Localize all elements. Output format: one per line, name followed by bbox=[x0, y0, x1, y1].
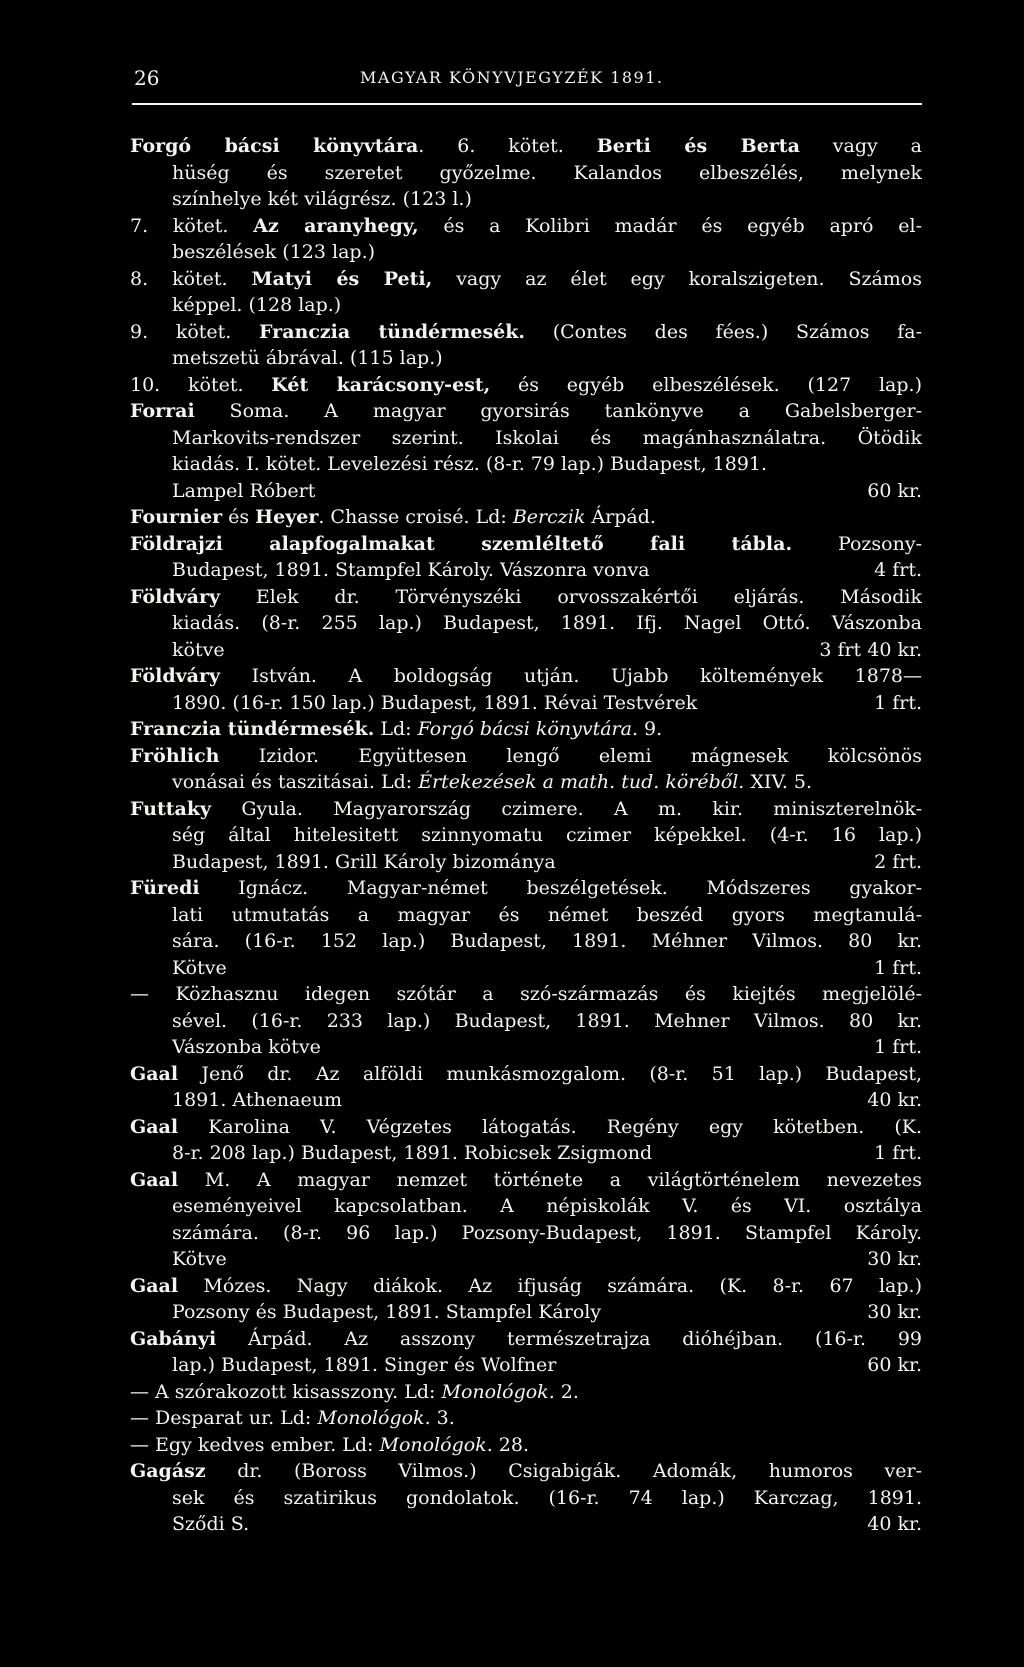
header-rule bbox=[132, 103, 922, 105]
text-run: — A szórakozott kisasszony. Ld: bbox=[130, 1380, 442, 1403]
text-line bbox=[130, 1140, 922, 1167]
text-run: — Közhasznu idegen szótár a szó-származás és kiejtés megjelölé- bbox=[130, 983, 922, 1005]
entry-heading: Fröhlich bbox=[130, 744, 220, 767]
text-run: hüség és szeretet győzelme. Kalandos elbeszélés, melynek bbox=[172, 161, 922, 184]
text-run: sek és szatirikus gondolatok. (16-r. 74 lap.) Karczag, 1891. bbox=[172, 1486, 922, 1509]
text-run: Árpád. bbox=[585, 506, 656, 528]
entry-heading: Gabányi bbox=[130, 1327, 217, 1350]
line-body bbox=[172, 1511, 249, 1538]
price: 30 kr. bbox=[867, 1248, 922, 1270]
text-line bbox=[130, 372, 922, 399]
text-run: Soma. A magyar gyorsirás tankönyve a Gabelsberger- bbox=[194, 400, 922, 422]
text-line bbox=[130, 531, 922, 558]
entry-heading: Gaal bbox=[130, 1115, 179, 1138]
price: 4 frt. bbox=[874, 559, 922, 581]
text-run: kiadás. I. kötet. Levelezési rész. (8-r. 79 lap.) Budapest, 1891. bbox=[172, 453, 768, 475]
text-run: sével. (16-r. 233 lap.) Budapest, 1891. Mehner Vilmos. 80 kr. bbox=[172, 1009, 922, 1032]
text-line bbox=[130, 743, 922, 770]
text-run: 3. bbox=[430, 1407, 455, 1429]
text-line bbox=[130, 663, 922, 690]
text-run: 7. kötet. bbox=[130, 214, 254, 237]
text-line bbox=[130, 716, 922, 743]
price: 40 kr. bbox=[867, 1513, 922, 1535]
text-run: 9. bbox=[637, 718, 663, 740]
text-run: 2. bbox=[554, 1380, 579, 1403]
text-run: (Contes des fées.) Számos fa- bbox=[525, 320, 922, 343]
text-line bbox=[130, 1246, 922, 1273]
text-line bbox=[130, 1114, 922, 1141]
text-line bbox=[130, 1034, 922, 1061]
price: 60 kr. bbox=[867, 479, 922, 502]
price: 60 kr. bbox=[867, 1354, 922, 1376]
reference-title: Berczik bbox=[512, 506, 586, 528]
text-line bbox=[130, 902, 922, 929]
line-body bbox=[172, 1034, 321, 1061]
line-body bbox=[172, 849, 556, 876]
text-line bbox=[130, 690, 922, 717]
line-body bbox=[172, 1352, 556, 1379]
line-body bbox=[172, 478, 315, 505]
text-line bbox=[130, 1379, 922, 1406]
entry-heading: Földrajzi alapfogalmakat szemléltető fali tábla. bbox=[130, 532, 793, 555]
text-run: Budapest, 1891. Grill Károly bizománya bbox=[172, 850, 556, 873]
text-line bbox=[130, 186, 922, 213]
text-run: Markovits-rendszer szerint. Iskolai és magánhasználatra. Ötödik bbox=[172, 426, 922, 449]
line-body bbox=[172, 557, 650, 584]
text-run: ség által hitelesitett szinnyomatu czimer képekkel. (4-r. 16 lap.) bbox=[172, 824, 922, 846]
entry-heading: Gaal bbox=[130, 1062, 179, 1085]
text-line bbox=[130, 451, 922, 478]
reference-title: Monológok. bbox=[441, 1380, 555, 1403]
entry-heading: Franczia tündérmesék. bbox=[259, 320, 526, 343]
text-line bbox=[130, 133, 922, 160]
text-run: M. A magyar nemzet története a világtörténelem nevezetes bbox=[178, 1168, 922, 1191]
text-run: Gyula. Magyarország czimere. A m. kir. miniszterelnök- bbox=[211, 797, 922, 820]
text-run: sára. (16-r. 152 lap.) Budapest, 1891. Méhner Vilmos. 80 kr. bbox=[172, 930, 922, 952]
entry-heading: Berti és Berta bbox=[596, 135, 800, 157]
text-line bbox=[130, 1087, 922, 1114]
entry-heading: Matyi és Peti, bbox=[251, 267, 433, 290]
text-run: 9. kötet. bbox=[130, 320, 260, 343]
text-run: képpel. (128 lap.) bbox=[172, 294, 342, 316]
text-line bbox=[130, 504, 922, 531]
text-run: számára. (8-r. 96 lap.) Pozsony-Budapest, 1891. Stampfel Károly. bbox=[172, 1221, 922, 1244]
text-line bbox=[130, 1167, 922, 1194]
page-number: 26 bbox=[134, 66, 160, 90]
catalog-text bbox=[130, 133, 922, 1538]
page-header bbox=[130, 66, 920, 94]
text-line bbox=[130, 1008, 922, 1035]
text-run: vonásai és taszitásai. Ld: bbox=[172, 771, 419, 793]
line-body bbox=[172, 637, 225, 664]
line-body bbox=[172, 955, 227, 982]
text-run: 10. kötet. bbox=[130, 373, 272, 396]
text-line bbox=[130, 637, 922, 664]
text-run: 1891. Athenaeum bbox=[172, 1089, 342, 1111]
entry-heading: Heyer bbox=[255, 506, 319, 528]
price: 1 frt. bbox=[874, 1036, 922, 1058]
entry-heading: Fournier bbox=[130, 506, 223, 528]
text-run: Kötve bbox=[172, 956, 227, 979]
entry-heading: Gaal bbox=[130, 1274, 179, 1297]
text-run: és bbox=[222, 506, 256, 528]
text-line bbox=[130, 981, 922, 1008]
text-run: 1890. (16-r. 150 lap.) Budapest, 1891. Révai Testvérek bbox=[172, 691, 698, 714]
text-run: beszélések (123 lap.) bbox=[172, 241, 376, 263]
text-line bbox=[130, 345, 922, 372]
text-line bbox=[130, 849, 922, 876]
text-line bbox=[130, 875, 922, 902]
price: 1 frt. bbox=[874, 1142, 922, 1164]
price: 1 frt. bbox=[874, 956, 922, 979]
text-line bbox=[130, 822, 922, 849]
text-run: és egyéb elbeszélések. (127 lap.) bbox=[490, 373, 922, 396]
text-line bbox=[130, 1485, 922, 1512]
text-line bbox=[130, 1193, 922, 1220]
text-line bbox=[130, 955, 922, 982]
reference-title: Monológok. bbox=[379, 1433, 493, 1456]
entry-heading: Franczia tündérmesék. bbox=[130, 718, 375, 740]
text-line bbox=[130, 769, 922, 796]
entry-heading: Forrai bbox=[130, 400, 195, 422]
text-line bbox=[130, 213, 922, 240]
text-run: — Desparat ur. Ld: bbox=[130, 1407, 318, 1429]
text-line bbox=[130, 1299, 922, 1326]
text-run: Kötve bbox=[172, 1248, 227, 1270]
text-run: Lampel Róbert bbox=[172, 479, 316, 502]
text-run: — Egy kedves ember. Ld: bbox=[130, 1433, 380, 1456]
entry-heading: Az aranyhegy, bbox=[253, 214, 419, 237]
entry-heading: Forgó bácsi könyvtára bbox=[130, 135, 419, 157]
text-line bbox=[130, 584, 922, 611]
text-run: és a Kolibri madár és egyéb apró el- bbox=[418, 214, 922, 237]
line-body bbox=[172, 1246, 227, 1273]
reference-title: Monológok. bbox=[317, 1407, 431, 1429]
text-line bbox=[130, 292, 922, 319]
entry-heading: Két karácsony-est, bbox=[271, 373, 491, 396]
line-body bbox=[172, 1140, 652, 1167]
text-run: Árpád. Az asszony természetrajza dióhéjban. (16-r. 99 bbox=[216, 1327, 922, 1350]
entry-heading: Földváry bbox=[130, 665, 221, 687]
text-line bbox=[130, 1326, 922, 1353]
text-run: Sződi S. bbox=[172, 1513, 250, 1535]
text-run: kiadás. (8-r. 255 lap.) Budapest, 1891. Ifj. Nagel Ottó. Vászonba bbox=[172, 612, 922, 634]
text-run: metszetü ábrával. (115 lap.) bbox=[172, 347, 443, 369]
text-run: Ld: bbox=[374, 718, 418, 740]
price: 1 frt. bbox=[874, 691, 922, 714]
reference-title: Értekezések a math. tud. köréből. bbox=[418, 771, 745, 793]
entry-heading: Földváry bbox=[130, 585, 221, 608]
text-run: lap.) Budapest, 1891. Singer és Wolfner bbox=[172, 1354, 557, 1376]
text-run: XIV. 5. bbox=[744, 771, 813, 793]
line-body bbox=[172, 1087, 342, 1114]
entry-heading: Gagász bbox=[130, 1460, 206, 1482]
text-run: . 6. kötet. bbox=[418, 135, 597, 157]
text-run: Mózes. Nagy diákok. Az ifjuság számára. (K. 8-r. 67 lap.) bbox=[178, 1274, 922, 1297]
running-title: MAGYAR KÖNYVJEGYZÉK 1891. bbox=[360, 68, 664, 87]
text-line bbox=[130, 1432, 922, 1459]
text-line bbox=[130, 1458, 922, 1485]
text-line bbox=[130, 1061, 922, 1088]
text-run: Pozsony és Budapest, 1891. Stampfel Károly bbox=[172, 1301, 602, 1323]
text-line bbox=[130, 1511, 922, 1538]
text-line bbox=[130, 478, 922, 505]
text-run: Izidor. Együttesen lengő elemi mágnesek kölcsönös bbox=[219, 744, 922, 767]
text-line bbox=[130, 557, 922, 584]
text-run: Jenő dr. Az alföldi munkásmozgalom. (8-r. 51 lap.) Budapest, bbox=[178, 1062, 922, 1085]
price: 3 frt 40 kr. bbox=[819, 638, 922, 661]
text-line bbox=[130, 398, 922, 425]
text-line bbox=[130, 1273, 922, 1300]
text-run: Ignácz. Magyar-német beszélgetések. Módszeres gyakor- bbox=[199, 877, 922, 899]
text-run: Karolina V. Végzetes látogatás. Regény egy kötetben. (K. bbox=[178, 1115, 922, 1138]
text-run: eseményeivel kapcsolatban. A népiskolák V. és VI. osztálya bbox=[172, 1195, 922, 1217]
text-line bbox=[130, 928, 922, 955]
line-body bbox=[172, 1299, 601, 1326]
text-line bbox=[130, 239, 922, 266]
text-run: vagy az élet egy koralszigeten. Számos bbox=[432, 267, 922, 290]
text-run: színhelye két világrész. (123 l.) bbox=[172, 188, 472, 210]
text-line bbox=[130, 796, 922, 823]
text-run: vagy a bbox=[799, 135, 922, 157]
text-line bbox=[130, 1405, 922, 1432]
text-run: 8. kötet. bbox=[130, 267, 252, 290]
price: 40 kr. bbox=[867, 1089, 922, 1111]
text-run: 28. bbox=[492, 1433, 530, 1456]
text-run: dr. (Boross Vilmos.) Csigabigák. Adomák, humoros ver- bbox=[205, 1460, 922, 1482]
price: 30 kr. bbox=[867, 1301, 922, 1323]
text-run: 8-r. 208 lap.) Budapest, 1891. Robicsek Zsigmond bbox=[172, 1142, 653, 1164]
text-run: Budapest, 1891. Stampfel Károly. Vászonra vonva bbox=[172, 559, 650, 581]
text-line bbox=[130, 1220, 922, 1247]
text-line bbox=[130, 425, 922, 452]
text-run: lati utmutatás a magyar és német beszéd gyors megtanulá- bbox=[172, 903, 922, 926]
entry-heading: Füredi bbox=[130, 877, 200, 899]
text-line bbox=[130, 319, 922, 346]
price: 2 frt. bbox=[874, 850, 922, 873]
entry-heading: Gaal bbox=[130, 1168, 179, 1191]
text-line bbox=[130, 1352, 922, 1379]
reference-title: Forgó bácsi könyvtára. bbox=[417, 718, 638, 740]
text-run: István. A boldogság utján. Ujabb költemények 1878— bbox=[220, 665, 922, 687]
entry-heading: Futtaky bbox=[130, 797, 212, 820]
text-run: kötve bbox=[172, 638, 225, 661]
text-line bbox=[130, 160, 922, 187]
line-body bbox=[172, 690, 697, 717]
text-run: Vászonba kötve bbox=[172, 1036, 321, 1058]
text-line bbox=[130, 266, 922, 293]
text-line bbox=[130, 610, 922, 637]
text-run: Elek dr. Törvényszéki orvosszakértői eljárás. Második bbox=[220, 585, 922, 608]
text-run: . Chasse croisé. Ld: bbox=[318, 506, 513, 528]
text-run: Pozsony- bbox=[792, 532, 922, 555]
